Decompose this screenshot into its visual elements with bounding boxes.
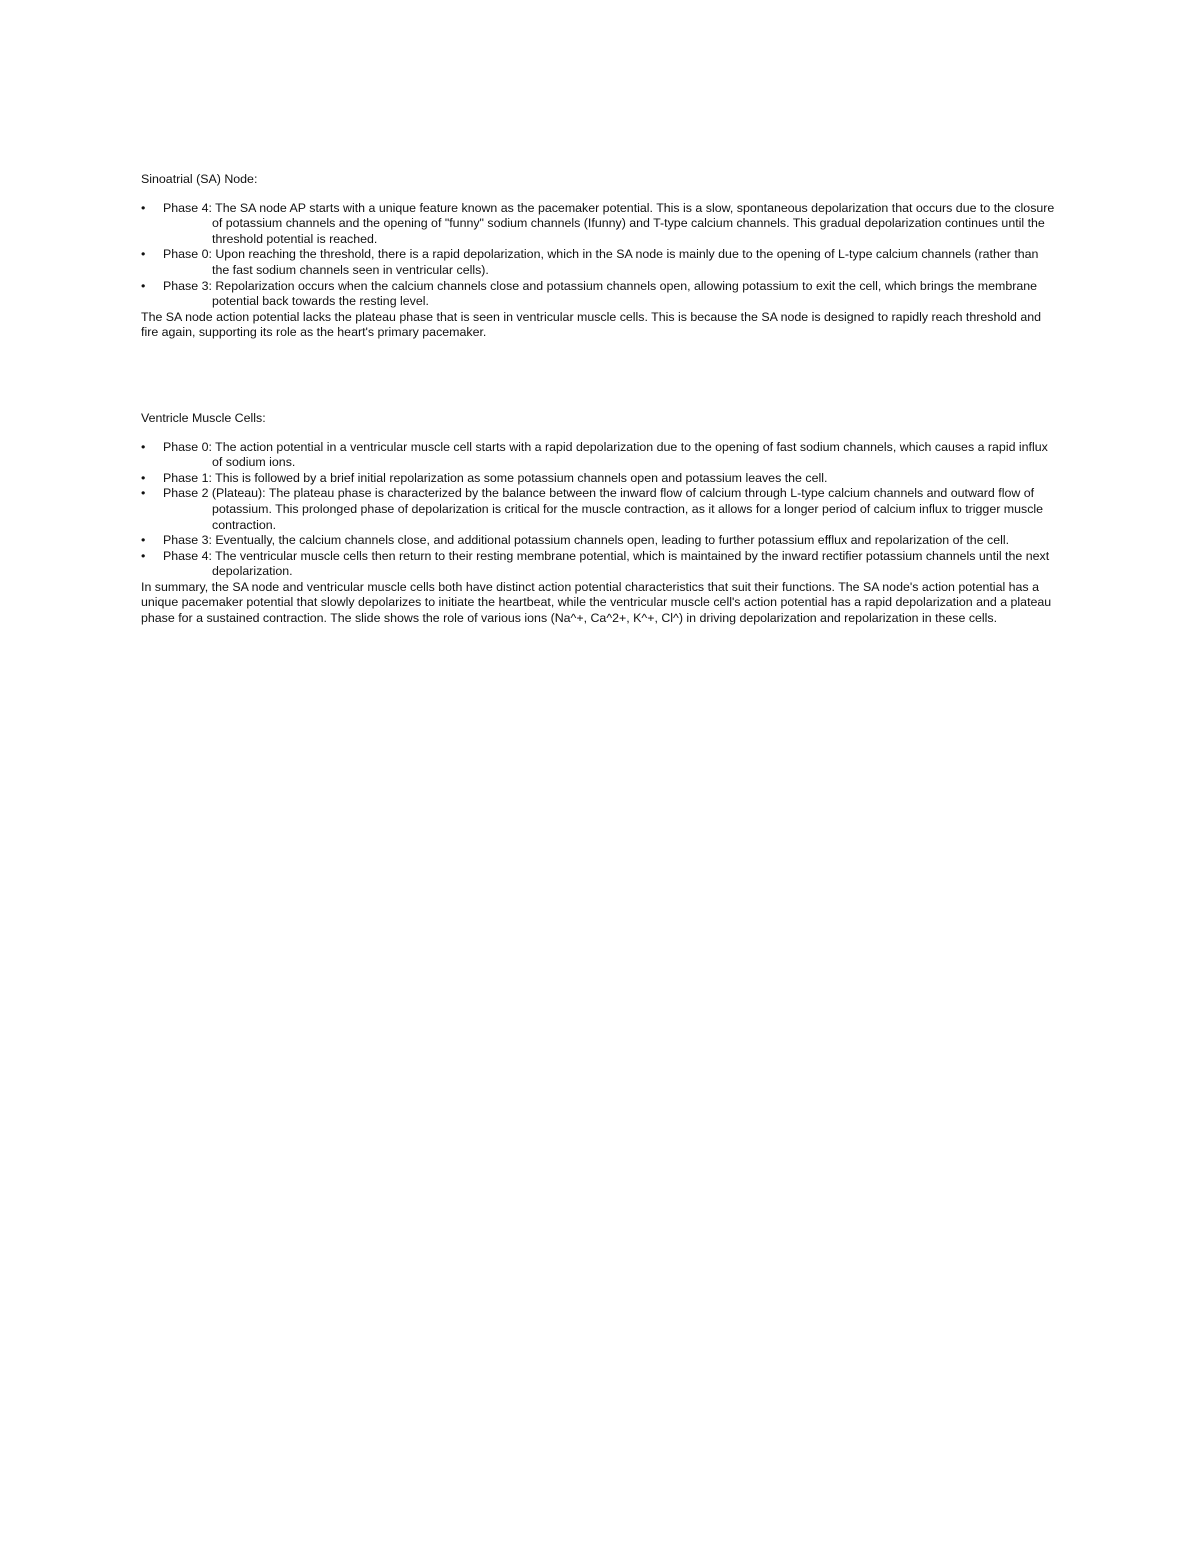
ventricle-summary: In summary, the SA node and ventricular muscle cells both have distinct action potential characteristics that suit their functions. The SA node's action potential has a unique pacemaker potential that slowly depolarizes to initiate the heartbeat, while the ventricular muscle cell's action potential has a rapid depolarization and a plateau phase for a sustained contraction. The slide shows the role of various ions (Na^+, Ca^2+, K^+, Cl^) in driving depolarization and repolarization in these cells.	[141, 579, 1052, 626]
list-item-text: Phase 1: This is followed by a brief initial repolarization as some potassium channels open and potassium leaves the cell.	[163, 470, 828, 485]
list-item-text: Phase 2 (Plateau): The plateau phase is characterized by the balance between the inward flow of calcium through L-type calcium channels and outward flow of potassium. This prolonged phase of depolarization is critical for the muscle contraction, as it allows for a longer period of calcium influx to trigger muscle contraction.	[163, 486, 1044, 532]
bullet-icon: •	[141, 439, 146, 454]
bullet-icon: •	[141, 470, 146, 485]
bullet-icon: •	[141, 247, 146, 262]
ventricle-heading: Ventricle Muscle Cells:	[141, 410, 266, 425]
bullet-icon: •	[141, 533, 146, 548]
list-item	[141, 533, 1055, 549]
bullet-icon: •	[141, 548, 146, 563]
document-page	[141, 172, 1055, 627]
sa-node-heading: Sinoatrial (SA) Node:	[141, 172, 258, 186]
list-item-text: Phase 3: Repolarization occurs when the calcium channels close and potassium channels open, allowing potassium to exit the cell, which brings the membrane potential back towards the resting level.	[163, 278, 1038, 309]
list-item	[141, 471, 1055, 487]
ventricle-bullet-list	[141, 440, 1055, 580]
ventricle-section	[141, 411, 1055, 627]
list-item-text: Phase 4: The SA node AP starts with a unique feature known as the pacemaker potential. This is a slow, spontaneous depolarization that occurs due to the closure of potassium channels and the opening of "funny" sodium channels (Ifunny) and T-type calcium channels. This gradual depolarization continues until the threshold potential is reached.	[163, 200, 1055, 246]
list-item-text: Phase 0: Upon reaching the threshold, there is a rapid depolarization, which in the SA node is mainly due to the opening of L-type calcium channels (rather than the fast sodium channels seen in ventricular cells).	[163, 247, 1039, 277]
list-item	[141, 247, 1055, 278]
list-item	[141, 440, 1055, 471]
sa-node-section	[141, 172, 1055, 341]
list-item-text: Phase 3: Eventually, the calcium channels close, and additional potassium channels open, leading to further potassium efflux and repolarization of the cell.	[163, 533, 1010, 548]
list-item	[141, 279, 1055, 310]
list-item	[141, 486, 1055, 533]
list-item	[141, 201, 1055, 248]
bullet-icon: •	[141, 278, 146, 293]
list-item	[141, 549, 1055, 580]
sa-node-summary: The SA node action potential lacks the plateau phase that is seen in ventricular muscle cells. This is because the SA node is designed to rapidly reach threshold and fire again, supporting its role as the heart's primary pacemaker.	[141, 309, 1042, 340]
bullet-icon: •	[141, 200, 146, 215]
list-item-text: Phase 0: The action potential in a ventricular muscle cell starts with a rapid depolarization due to the opening of fast sodium channels, which causes a rapid influx of sodium ions.	[163, 439, 1048, 470]
bullet-icon: •	[141, 486, 146, 501]
section-spacer	[141, 341, 1055, 411]
sa-node-bullet-list	[141, 201, 1055, 310]
list-item-text: Phase 4: The ventricular muscle cells then return to their resting membrane potential, which is maintained by the inward rectifier potassium channels until the next depolarization.	[163, 548, 1050, 579]
